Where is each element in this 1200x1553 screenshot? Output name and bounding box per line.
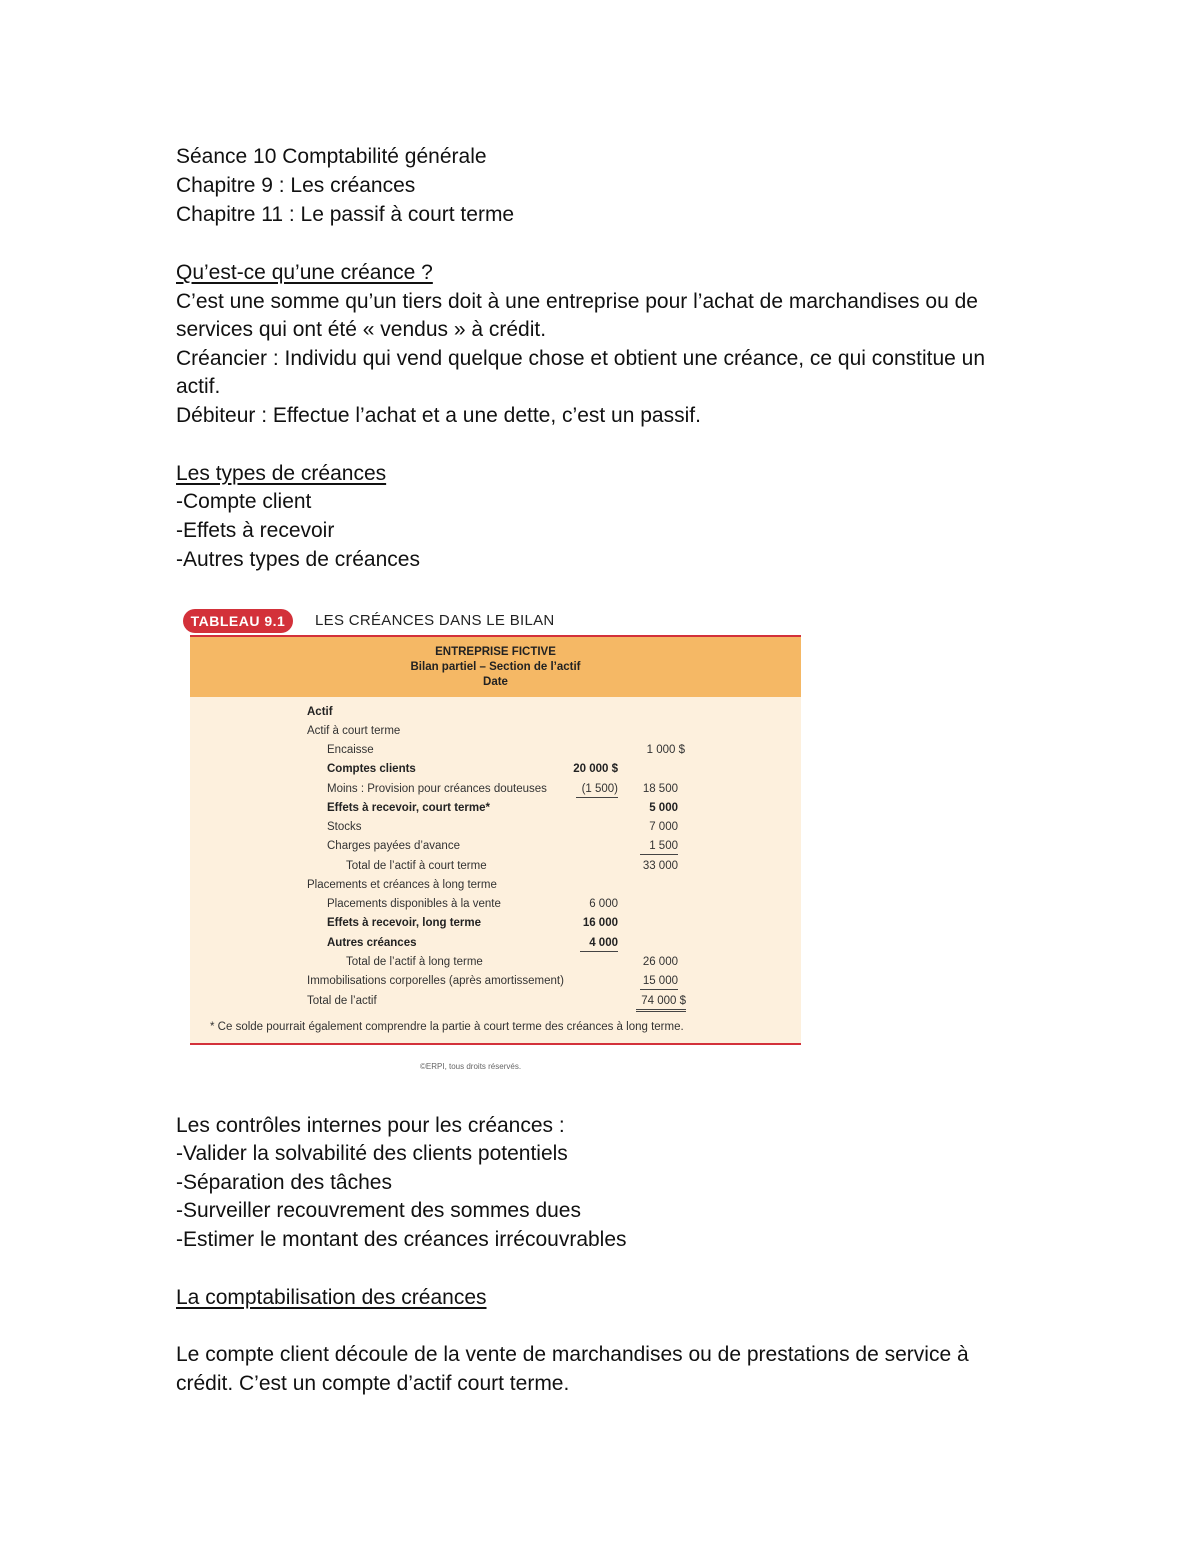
- list-item: -Surveiller recouvrement des sommes dues: [176, 1199, 581, 1222]
- list-item: -Séparation des tâches: [176, 1171, 392, 1194]
- table-body: [190, 697, 801, 1043]
- table-cell-right: 74 000 $: [636, 993, 686, 1012]
- table-row-label: Immobilisations corporelles (après amortissement): [307, 975, 564, 987]
- table-title: LES CRÉANCES DANS LE BILAN: [315, 612, 555, 629]
- table-cell-mid: 16 000: [582, 917, 618, 929]
- section-heading-accounting: La comptabilisation des créances: [176, 1286, 487, 1309]
- table-row-label: Autres créances: [327, 937, 417, 949]
- list-item: -Valider la solvabilité des clients potentiels: [176, 1142, 568, 1165]
- table-row-label: Actif à court terme: [307, 725, 401, 737]
- table-row-label: Comptes clients: [327, 763, 416, 775]
- table-row-label: Effets à recevoir, long terme: [327, 917, 482, 929]
- table-cell-mid: 4 000: [580, 935, 618, 952]
- chapter-11-title: Chapitre 11 : Le passif à court terme: [176, 203, 515, 226]
- list-item: -Autres types de créances: [176, 548, 420, 571]
- definition-line-1: C’est une somme qu’un tiers doit à une entreprise pour l’achat de marchandises ou de: [176, 290, 978, 313]
- list-item: -Effets à recevoir: [176, 519, 335, 542]
- definition-line-2: services qui ont été « vendus » à crédit.: [176, 318, 547, 341]
- table-row-label: Effets à recevoir, court terme*: [327, 802, 490, 814]
- table-cell-right: 7 000: [649, 821, 678, 833]
- table-row-label: Charges payées d’avance: [327, 840, 460, 852]
- table-row-label: Stocks: [327, 821, 362, 833]
- table-cell-right: 33 000: [642, 860, 678, 872]
- table-row-label: Actif: [307, 706, 333, 718]
- statement-date: Date: [483, 676, 508, 688]
- table-cell-mid: 6 000: [589, 898, 618, 910]
- list-item: -Estimer le montant des créances irrécouvrables: [176, 1228, 627, 1251]
- table-bottom-rule: [190, 1043, 801, 1045]
- table-cell-right: 18 500: [642, 783, 678, 795]
- table-cell-right: 1 000 $: [646, 744, 685, 756]
- list-item: -Compte client: [176, 490, 312, 513]
- section-heading-types: Les types de créances: [176, 462, 387, 485]
- balance-sheet-figure: [183, 605, 801, 1045]
- accounting-line-2: crédit. C’est un compte d’actif court terme.: [176, 1372, 570, 1395]
- table-footnote: * Ce solde pourrait également comprendre la partie à court terme des créances à long terme.: [210, 1021, 684, 1033]
- chapter-9-title: Chapitre 9 : Les créances: [176, 174, 416, 197]
- statement-name: Bilan partiel – Section de l’actif: [410, 661, 581, 673]
- table-cell-mid: (1 500): [576, 781, 618, 798]
- table-cell-right: 26 000: [642, 956, 678, 968]
- debiteur-line: Débiteur : Effectue l’achat et a une dette, c’est un passif.: [176, 404, 701, 427]
- table-header: [190, 637, 801, 697]
- accounting-line-1: Le compte client découle de la vente de marchandises ou de prestations de service à: [176, 1343, 969, 1366]
- table-cell-mid: 20 000 $: [573, 763, 618, 775]
- creancier-line-1: Créancier : Individu qui vend quelque chose et obtient une créance, ce qui constitue un: [176, 347, 986, 370]
- table-row-label: Total de l’actif: [307, 995, 377, 1007]
- table-cell-right: 5 000: [649, 802, 678, 814]
- section-heading-controls: Les contrôles internes pour les créances :: [176, 1114, 565, 1137]
- figure-copyright: ©ERPI, tous droits réservés.: [420, 1062, 522, 1071]
- creancier-line-2: actif.: [176, 375, 221, 398]
- table-row-label: Placements disponibles à la vente: [327, 898, 501, 910]
- table-row-label: Placements et créances à long terme: [307, 879, 497, 891]
- table-row-label: Total de l’actif à long terme: [346, 956, 483, 968]
- table-row-label: Moins : Provision pour créances douteuses: [327, 783, 547, 795]
- table-cell-right: 1 500: [640, 838, 678, 855]
- course-title: Séance 10 Comptabilité générale: [176, 145, 487, 168]
- table-row-label: Encaisse: [327, 744, 374, 756]
- table-cell-right: 15 000: [640, 973, 678, 990]
- company-name: ENTREPRISE FICTIVE: [435, 646, 556, 658]
- table-row-label: Total de l’actif à court terme: [346, 860, 487, 872]
- table-badge: TABLEAU 9.1: [183, 609, 293, 633]
- section-heading-definition: Qu’est-ce qu’une créance ?: [176, 261, 433, 284]
